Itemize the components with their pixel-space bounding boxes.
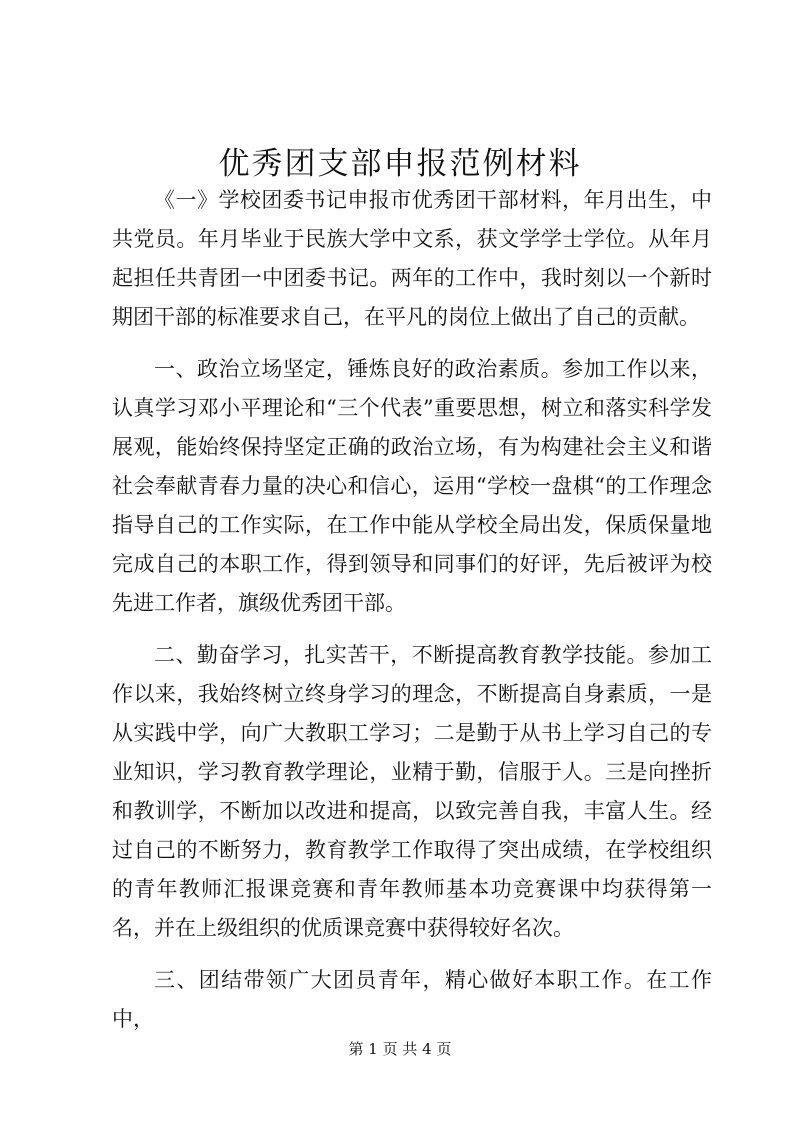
document-title: 优秀团支部申报范例材料: [218, 146, 582, 182]
paragraph-section-3: 三、团结带领广大团员青年，精心做好本职工作。在工作中，: [112, 968, 712, 1031]
paragraph-intro: 《一》学校团委书记申报市优秀团干部材料，年月出生，中共党员。年月毕业于民族大学中文系，获文学学士学位。从年月起担任共青团一中团委书记。两年的工作中，我时刻以一个新时期团干部的标准要求自己，在平凡的岗位上做出了自己的贡献。: [112, 188, 712, 329]
paragraph-section-1: 一、政治立场坚定，锤炼良好的政治素质。参加工作以来，认真学习邓小平理论和“三个代表”重要思想，树立和落实科学发展观，能始终保持坚定正确的政治立场，有为构建社会主义和谐社会奉献青春力量的决心和信心，运用“学校一盘棋“的工作理念指导自己的工作实际，在工作中能从学校全局出发，保质保量地完成自己的本职工作，得到领导和同事们的好评，先后被评为校先进工作者，旗级优秀团干部。: [112, 357, 712, 615]
document-body: [112, 181, 712, 1052]
paragraph-section-2: 二、勤奋学习，扎实苦干，不断提高教育教学技能。参加工作以来，我始终树立终身学习的理念，不断提高自身素质，一是从实践中学，向广大教职工学习；二是勤于从书上学习自己的专业知识，学习教育教学理论，业精于勤，信服于人。三是向挫折和教训学，不断加以改进和提高，以致完善自我，丰富人生。经过自己的不断努力，教育教学工作取得了突出成绩，在学校组织的青年教师汇报课竞赛和青年教师基本功竞赛课中均获得第一名，并在上级组织的优质课竞赛中获得较好名次。: [112, 643, 712, 940]
page-footer: 第 1 页 共 4 页: [348, 1040, 452, 1058]
